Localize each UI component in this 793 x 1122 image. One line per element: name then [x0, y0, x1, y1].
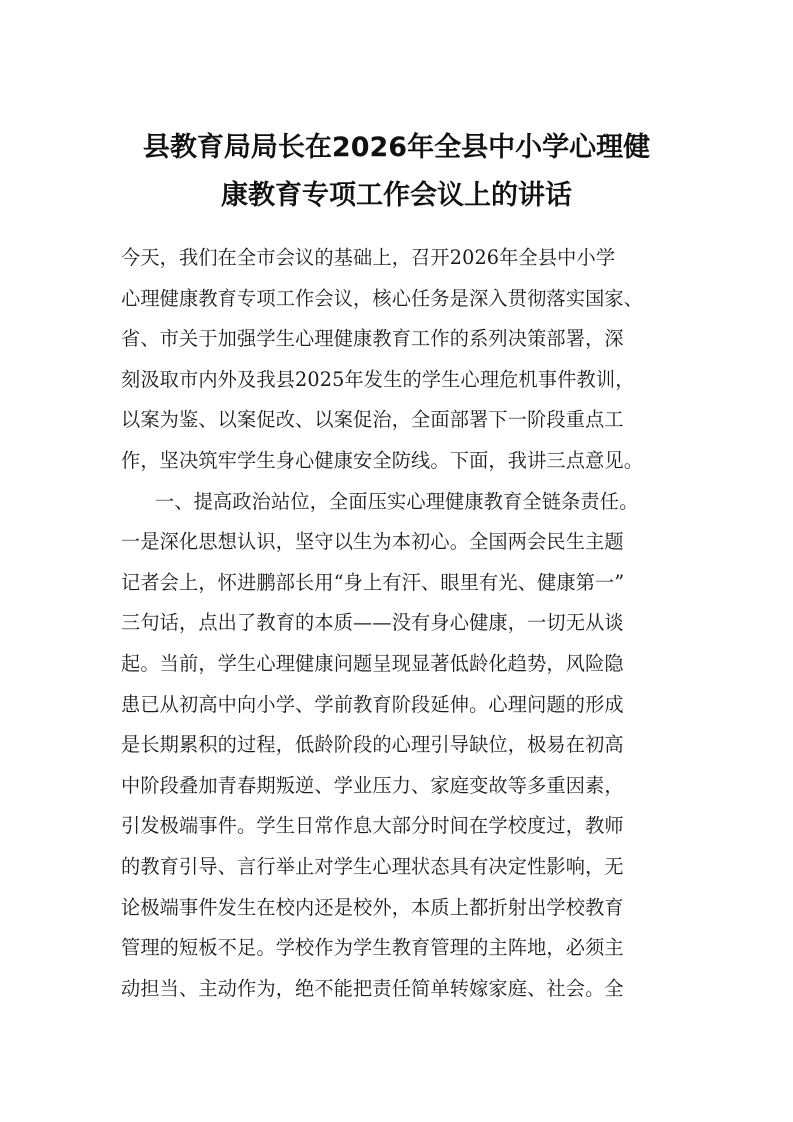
- body-line: 的教育引导、言行举止对学生心理状态具有决定性影响，无: [121, 854, 624, 878]
- body-line: 是长期累积的过程，低龄阶段的心理引导缺位，极易在初高: [121, 733, 624, 757]
- body-line: 刻汲取市内外及我县2025年发生的学生心理危机事件教训，: [121, 367, 635, 391]
- body-line: 论极端事件发生在校内还是校外，本质上都折射出学校教育: [121, 895, 624, 919]
- title-line: 县教育局局长在2026年全县中小学心理健: [142, 132, 651, 163]
- body-line: 引发极端事件。学生日常作息大部分时间在学校度过，教师: [121, 814, 624, 838]
- body-line: 管理的短板不足。学校作为学生教育管理的主阵地，必须主: [121, 936, 624, 960]
- body-line: 三句话，点出了教育的本质——没有身心健康，一切无从谈: [121, 611, 624, 635]
- section-heading-line: 一、提高政治站位，全面压实心理健康教育全链条责任。: [155, 489, 639, 513]
- body-line: 今天，我们在全市会议的基础上，召开2026年全县中小学: [121, 246, 616, 269]
- body-line: 作，坚决筑牢学生身心健康安全防线。下面，我讲三点意见。: [121, 448, 644, 472]
- body-line: 动担当、主动作为，绝不能把责任简单转嫁家庭、社会。全: [121, 976, 624, 1000]
- document-body: [121, 238, 673, 1009]
- body-line: 一是深化思想认识，坚守以生为本初心。全国两会民生主题: [121, 530, 624, 554]
- document-title: [100, 124, 693, 220]
- body-line: 以案为鉴、以案促改、以案促治，全面部署下一阶段重点工: [121, 408, 624, 432]
- body-line: 记者会上，怀进鹏部长用“身上有汗、眼里有光、健康第一”: [121, 570, 625, 594]
- title-line: 康教育专项工作会议上的讲话: [221, 180, 572, 211]
- body-line: 中阶段叠加青春期叛逆、学业压力、家庭变故等多重因素，: [121, 773, 624, 797]
- body-line: 省、市关于加强学生心理健康教育工作的系列决策部署，深: [121, 327, 624, 351]
- body-line: 起。当前，学生心理健康问题呈现显著低龄化趋势，风险隐: [121, 651, 624, 675]
- body-line: 患已从初高中向小学、学前教育阶段延伸。心理问题的形成: [121, 692, 624, 716]
- body-line: 心理健康教育专项工作会议，核心任务是深入贯彻落实国家、: [121, 286, 644, 310]
